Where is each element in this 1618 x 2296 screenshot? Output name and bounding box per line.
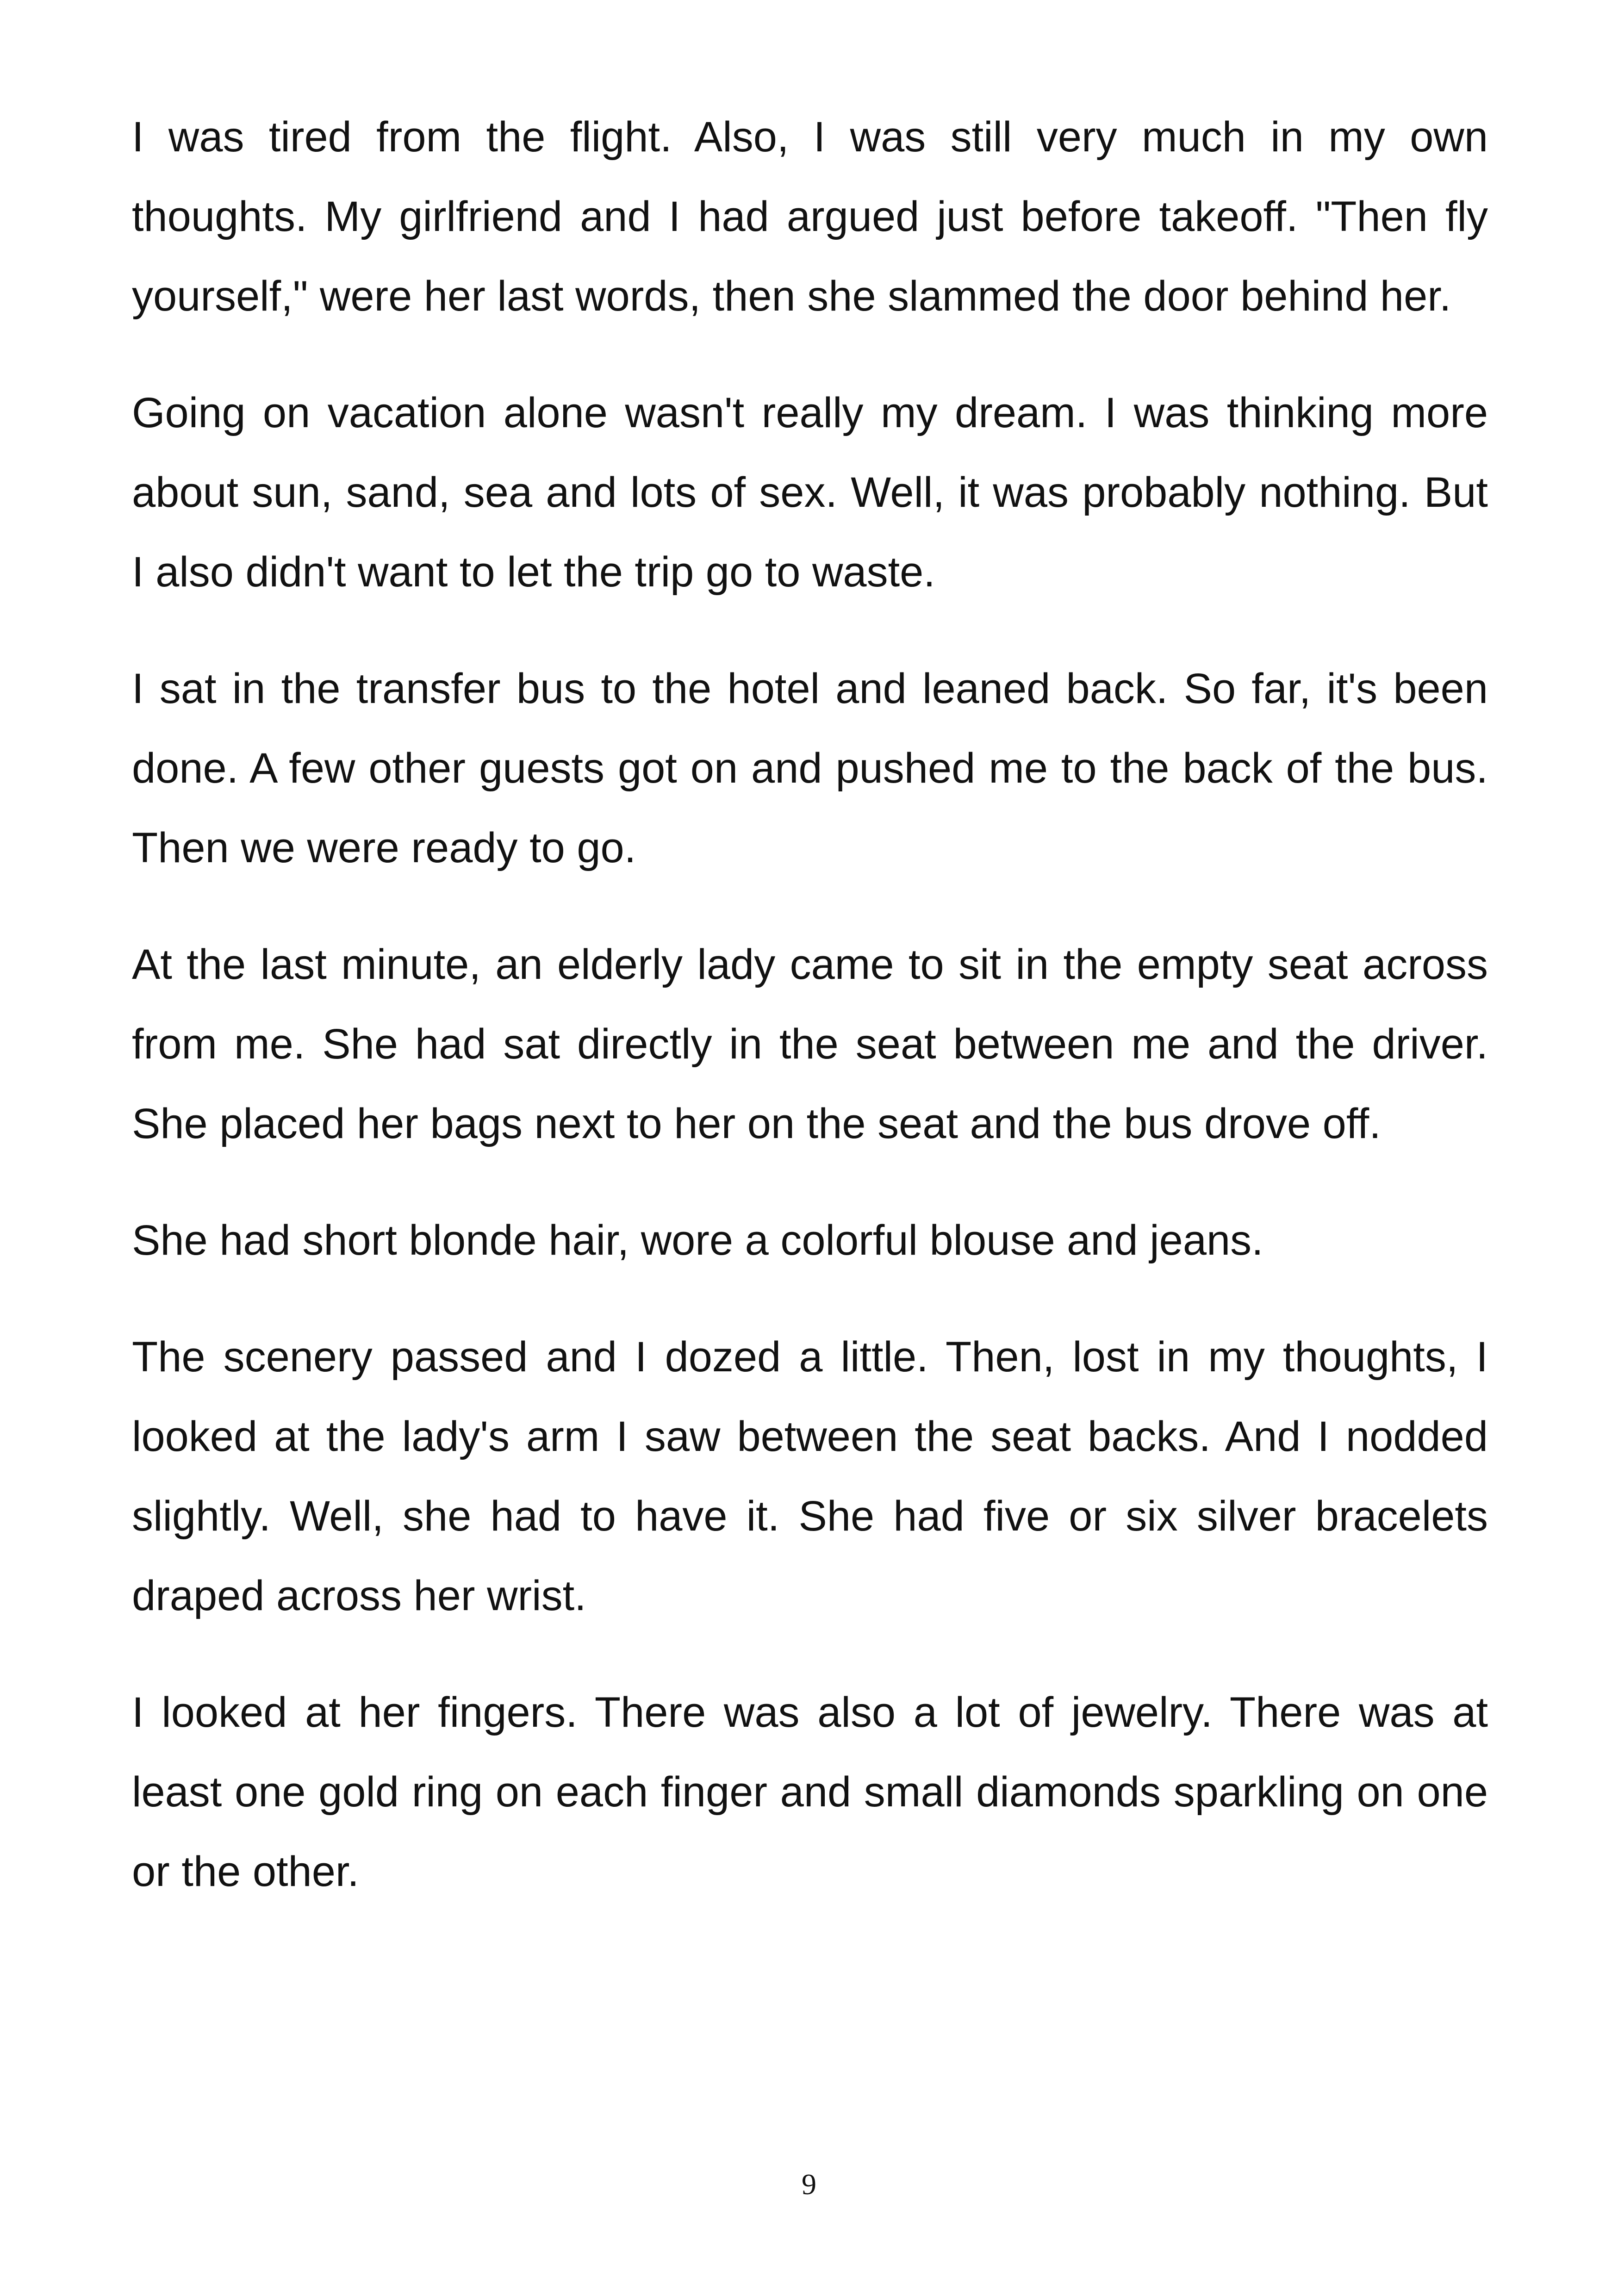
paragraph: At the last minute, an elderly lady came to sit in the empty seat across from me. She had sat directly in the seat between me and the driver. She placed her bags next to her on the seat and the bus drove off. [132, 941, 1488, 1147]
paragraph: She had short blonde hair, wore a colorful blouse and jeans. [132, 1217, 1263, 1264]
paragraph: Going on vacation alone wasn't really my dream. I was thinking more about sun, sand, sea and lots of sex. Well, it was probably nothing. But I also didn't want to let the trip go to waste. [132, 389, 1488, 596]
paragraph: The scenery passed and I dozed a little. Then, lost in my thoughts, I looked at the lady's arm I saw between the seat backs. And I nodded slightly. Well, she had to have it. She had five or six silver bracelets draped across her wrist. [132, 1333, 1488, 1619]
page-number: 9 [802, 2168, 816, 2201]
page-body [132, 97, 1488, 1948]
paragraph: I was tired from the flight. Also, I was still very much in my own thoughts. My girlfriend and I had argued just before takeoff. "Then fly yourself," were her last words, then she slammed the door behind her. [132, 113, 1488, 320]
paragraph: I looked at her fingers. There was also a lot of jewelry. There was at least one gold ring on each finger and small diamonds sparkling on one or the other. [132, 1689, 1488, 1895]
paragraph: I sat in the transfer bus to the hotel and leaned back. So far, it's been done. A few other guests got on and pushed me to the back of the bus. Then we were ready to go. [132, 665, 1488, 871]
